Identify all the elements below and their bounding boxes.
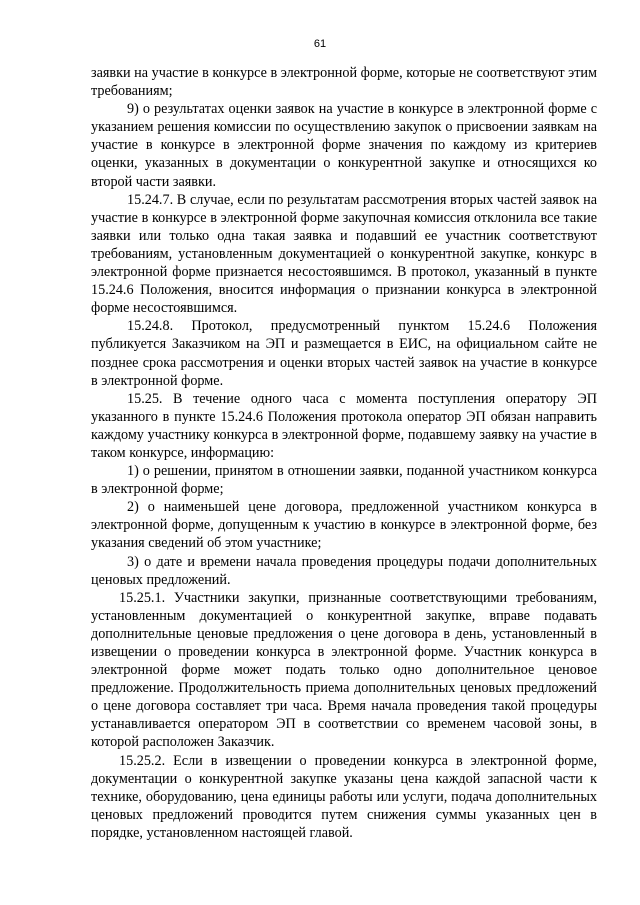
paragraph-15-25-1: 15.25.1. Участники закупки, признанные соответствующими требованиям, установленным документацией о конкурентной закупке, вправе подавать дополнительные ценовые предложения о цене договора в день, установленный в извещении о проведении конкурса в электронной форме. Участник конкурса в электронной форме может подать только одно дополнительное ценовое предложение. Продолжительность приема дополнительных ценовых предложений о цене договора составляет три часа. Время начала проведения такой процедуры устанавливается оператором ЭП в соответствии со временем часовой зоны, в которой расположен Заказчик.: [91, 589, 597, 751]
paragraph-continuation: заявки на участие в конкурсе в электронной форме, которые не соответствуют этим требованиям;: [91, 65, 597, 100]
paragraph-15-25-2: 15.25.2. Если в извещении о проведении конкурса в электронной форме, документации о конкурентной закупке указаны цена каждой запасной части к технике, оборудованию, цена единицы работы или услуги, подача дополнительных ценовых предложений проводится путем снижения суммы указанных цен в порядке, установленном настоящей главой.: [91, 752, 597, 841]
paragraph-item-9: 9) о результатах оценки заявок на участие в конкурсе в электронной форме с указанием решения комиссии по осуществлению закупок о присвоении заявкам на участие в конкурсе в электронной форме значения по каждому из критериев оценки, указанных в документации о конкурентной закупке и относящихся ко второй части заявки.: [91, 101, 597, 190]
paragraph-15-24-7: 15.24.7. В случае, если по результатам рассмотрения вторых частей заявок на участие в конкурсе в электронной форме закупочная комиссия отклонила все такие заявки или только одна такая заявка и подавший ее участник соответствуют требованиям, установленным документацией о конкурентной закупке, конкурс в электронной форме признается несостоявшимся. В протокол, указанный в пункте 15.24.6 Положения, вносится информация о признании конкурса в электронной форме несостоявшимся.: [91, 191, 597, 317]
paragraph-item-3: 3) о дате и времени начала проведения процедуры подачи дополнительных ценовых предложений.: [91, 553, 597, 588]
paragraph-15-24-8: 15.24.8. Протокол, предусмотренный пунктом 15.24.6 Положения публикуется Заказчиком на ЭП и размещается в ЕИС, на официальном сайте не позднее срока рассмотрения и оценки вторых частей заявок на участие в конкурсе в электронной форме.: [91, 318, 597, 389]
document-body: [91, 64, 597, 842]
paragraph-item-2: 2) о наименьшей цене договора, предложенной участником конкурса в электронной форме, допущенным к участию в конкурсе в электронной форме, без указания сведений об этом участнике;: [91, 499, 597, 552]
paragraph-15-25: 15.25. В течение одного часа с момента поступления оператору ЭП указанного в пункте 15.24.6 Положения протокола оператор ЭП обязан направить каждому участнику конкурса в электронной форме, подавшему заявку на участие в таком конкурсе, информацию:: [91, 390, 597, 461]
paragraph-item-1: 1) о решении, принятом в отношении заявки, поданной участником конкурса в электронной форме;: [91, 463, 597, 498]
page-number: 61: [313, 38, 327, 50]
